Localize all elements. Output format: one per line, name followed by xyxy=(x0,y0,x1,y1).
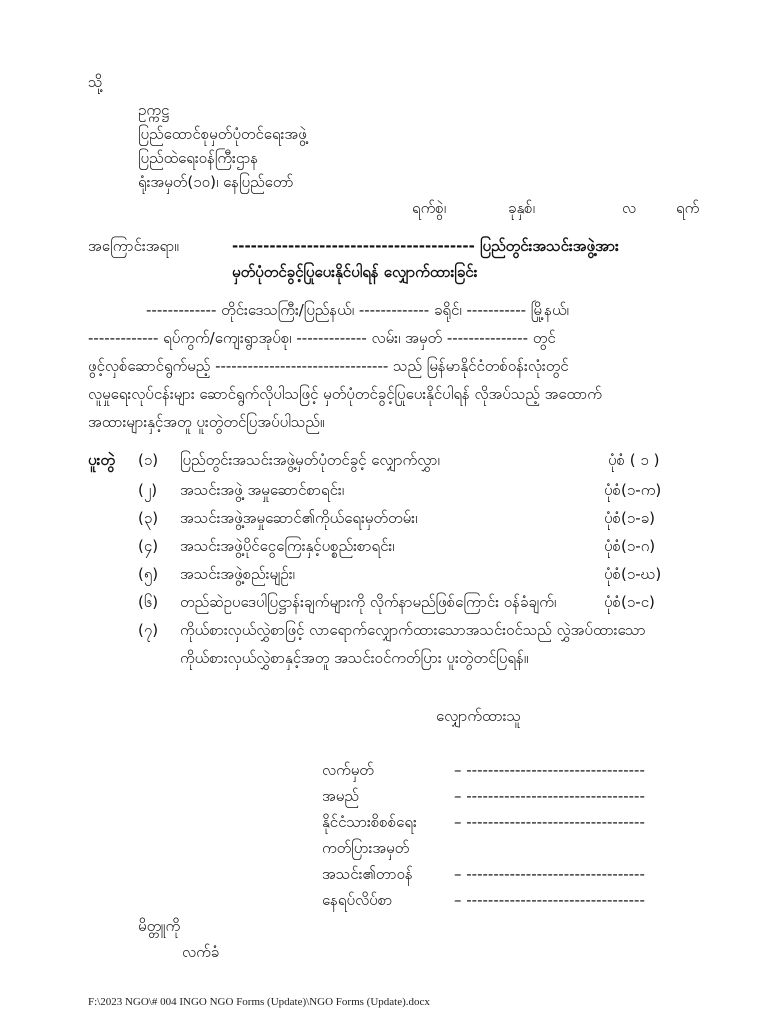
recipient-line-2: ပြည်ထောင်စုမှတ်ပုံတင်ရေးအဖွဲ့ xyxy=(138,125,307,143)
body-line-2: ------------- ရပ်ကွက်/ကျေးရွာအုပ်စု၊ ------------- လမ်း၊ အမှတ် --------------- တွင် xyxy=(88,329,556,347)
attachment-num-7: (၇) xyxy=(138,621,159,639)
attachment-text-7-line-1: ကိုယ်စားလှယ်လွှဲစာဖြင့် လာရောက်လျှောက်ထားသောအသင်းဝင်သည် လွှဲအပ်ထားသော xyxy=(180,621,646,639)
subject-label: အကြောင်းအရာ။ xyxy=(88,237,179,255)
association-role-label: အသင်း၏တာဝန် xyxy=(322,865,413,883)
copy-to-value: လက်ခံ xyxy=(182,943,220,961)
date-day-label: ရက် xyxy=(676,199,700,217)
body-line-1: ------------- တိုင်းဒေသကြီး/ပြည်နယ်၊ ------------- ခရိုင်၊ ----------- မြို့နယ်၊ xyxy=(146,301,569,319)
attachment-form-2: ပုံစံ(၁-က) xyxy=(604,481,662,499)
applicant-heading: လျှောက်ထားသူ xyxy=(436,707,521,725)
signature-label: လက်မှတ် xyxy=(322,761,374,779)
nrc-label: နိုင်ငံသားစိစစ်ရေး xyxy=(322,813,417,831)
nrc-line: – --------------------------------- xyxy=(454,813,645,831)
signature-line: – --------------------------------- xyxy=(454,761,645,779)
recipient-line-3: ပြည်ထဲရေးဝန်ကြီးဌာန xyxy=(138,149,259,167)
association-role-line: – --------------------------------- xyxy=(454,865,645,883)
body-line-4: လူမှုရေးလုပ်ငန်းများ ဆောင်ရွက်လိုပါသဖြင့် မှတ်ပုံတင်ခွင့်ပြုပေးနိုင်ပါရန် လိုအပ်သည့် အထောက် xyxy=(88,385,602,403)
attachment-num-5: (၅) xyxy=(138,565,159,583)
subject-line-1: --------------------------------------- ပြည်တွင်းအသင်းအဖွဲ့အား xyxy=(232,237,619,255)
attachment-num-3: (၃) xyxy=(138,509,159,527)
name-line: – --------------------------------- xyxy=(454,787,645,805)
card-number-label: ကတ်ပြားအမှတ် xyxy=(322,839,410,857)
footer-file-path: F:\2023 NGO\# 004 INGO NGO Forms (Update)\NGO Forms (Update).docx xyxy=(88,996,430,1008)
attachment-text-1: ပြည်တွင်းအသင်းအဖွဲ့မှတ်ပုံတင်ခွင့် လျှောက်လွှာ၊ xyxy=(180,451,440,469)
attachment-num-6: (၆) xyxy=(138,593,159,611)
date-year-label: ခုနှစ်၊ xyxy=(508,199,535,217)
name-label: အမည် xyxy=(322,787,359,805)
attachment-form-1: ပုံစံ ( ၁ ) xyxy=(608,451,660,469)
attachment-num-4: (၄) xyxy=(138,537,159,555)
attachment-text-5: အသင်းအဖွဲ့စည်းမျဉ်း၊ xyxy=(180,565,295,583)
address-line: – --------------------------------- xyxy=(454,891,645,909)
date-number-label: ရက်စွဲ၊ xyxy=(412,199,447,217)
recipient-line-4: ရုံးအမှတ်(၁၀)၊ နေပြည်တော် xyxy=(138,173,294,191)
to-label: သို့ xyxy=(88,73,103,91)
address-label: နေရပ်လိပ်စာ xyxy=(322,891,393,909)
body-line-3: ဖွင့်လှစ်ဆောင်ရွက်မည့် -------------------------------- သည် မြန်မာနိုင်ငံတစ်ဝန်းလုံးတွင် xyxy=(88,357,569,375)
subject-line-2: မှတ်ပုံတင်ခွင့်ပြုပေးနိုင်ပါရန် လျှောက်ထားခြင်း xyxy=(232,263,478,281)
attachment-text-6: တည်ဆဲဥပဒေပါပြဋ္ဌာန်းချက်များကို လိုက်နာမည်ဖြစ်ကြောင်း ဝန်ခံချက်၊ xyxy=(180,593,557,611)
attachment-form-3: ပုံစံ(၁-ခ) xyxy=(604,509,655,527)
attachment-num-2: (၂) xyxy=(138,481,158,499)
attachment-text-2: အသင်းအဖွဲ့ အမှုဆောင်စာရင်း၊ xyxy=(180,481,345,499)
copy-to-label: မိတ္တူကို xyxy=(138,917,181,935)
attachment-form-5: ပုံစံ(၁-ဃ) xyxy=(604,565,662,583)
date-month-label: လ xyxy=(622,199,637,217)
attachment-form-6: ပုံစံ(၁-င) xyxy=(604,593,655,611)
body-line-5: အထားများနှင့်အတူ ပူးတွဲတင်ပြအပ်ပါသည်။ xyxy=(88,413,325,431)
attachment-form-4: ပုံစံ(၁-ဂ) xyxy=(604,537,656,555)
attachment-num-1: (၁) xyxy=(138,451,159,469)
attachments-label: ပူးတွဲ xyxy=(88,451,115,469)
attachment-text-7-line-2: ကိုယ်စားလှယ်လွှဲစာနှင့်အတူ အသင်းဝင်ကတ်ပြား ပူးတွဲတင်ပြရန်။ xyxy=(180,649,529,667)
recipient-line-1: ဥက္ကဋ္ဌ xyxy=(138,101,170,119)
attachment-text-3: အသင်းအဖွဲ့အမှုဆောင်၏ကိုယ်ရေးမှတ်တမ်း၊ xyxy=(180,509,418,527)
attachment-text-4: အသင်းအဖွဲ့ပိုင်ငွေကြေးနှင့်ပစ္စည်းစာရင်း၊ xyxy=(180,537,395,555)
